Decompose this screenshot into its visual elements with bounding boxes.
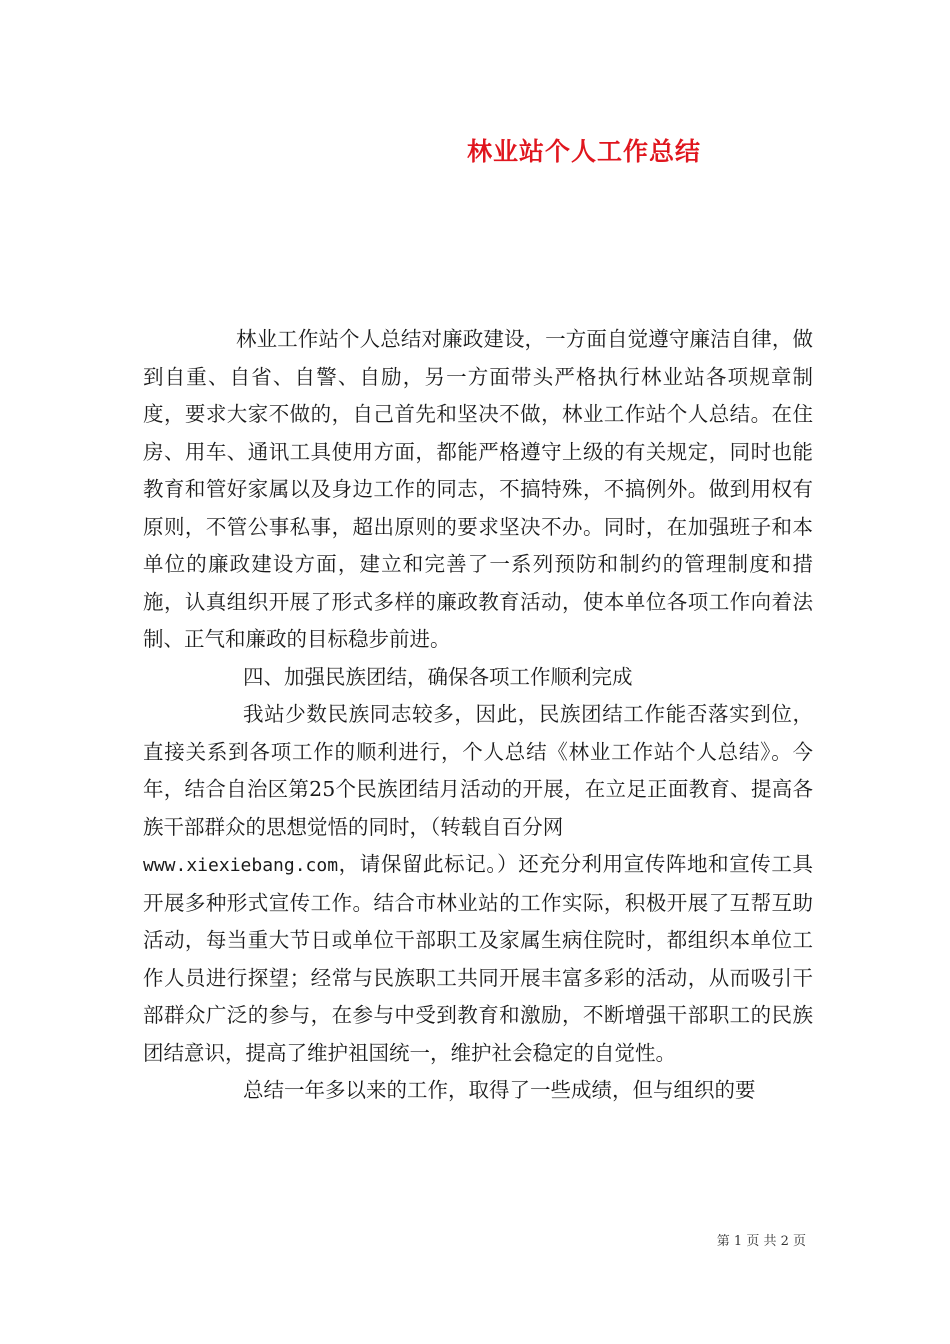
- paragraph-integrity: 林业工作站个人总结对廉政建设，一方面自觉遵守廉洁自律，做到自重、自省、自警、自励，另一方面带头严格执行林业站各项规章制度，要求大家不做的，自己首先和坚决不做，林业工作站个人总结。在住房、用车、通讯工具使用方面，都能严格遵守上级的有关规定，同时也能教育和管好家属以及身边工作的同志，不搞特殊，不搞例外。做到用权有原则，不管公事私事，超出原则的要求坚决不办。同时，在加强班子和本单位的廉政建设方面，建立和完善了一系列预防和制约的管理制度和措施，认真组织开展了形式多样的廉政教育活动，使本单位各项工作向着法制、正气和廉政的目标稳步前进。: [143, 327, 813, 651]
- paragraph-ethnic-unity-part1: 我站少数民族同志较多，因此，民族团结工作能否落实到位，直接关系到各项工作的顺利进行，个人总结《林业工作站个人总结》。今年，结合自治区第25个民族团结月活动的开展，在立足正面教育、提高各族干部群众的思想觉悟的同时，（转载自百分网: [143, 702, 813, 839]
- section-heading-ethnic-unity: 四、加强民族团结，确保各项工作顺利完成: [243, 664, 633, 689]
- paragraph-ethnic-unity: [143, 696, 813, 1072]
- document-title: 林业站个人工作总结: [466, 137, 701, 166]
- paragraph-ethnic-unity-part2: ，请保留此标记。）还充分利用宣传阵地和宣传工具开展多种形式宣传工作。结合市林业站的工作实际，积极开展了互帮互助活动，每当重大节日或单位干部职工及家属生病住院时，都组织本单位工作人员进行探望；经常与民族职工共同开展丰富多彩的活动，从而吸引干部群众广泛的参与，在参与中受到教育和激励，不断增强干部职工的民族团结意识，提高了维护祖国统一，维护社会稳定的自觉性。: [143, 852, 813, 1065]
- paragraph-summary: 总结一年多以来的工作，取得了一些成绩，但与组织的要: [243, 1078, 756, 1102]
- website-link[interactable]: www.xiexiebang.com: [143, 855, 339, 876]
- document-body: [143, 321, 813, 1110]
- page-number: 第 1 页 共 2 页: [716, 1234, 806, 1249]
